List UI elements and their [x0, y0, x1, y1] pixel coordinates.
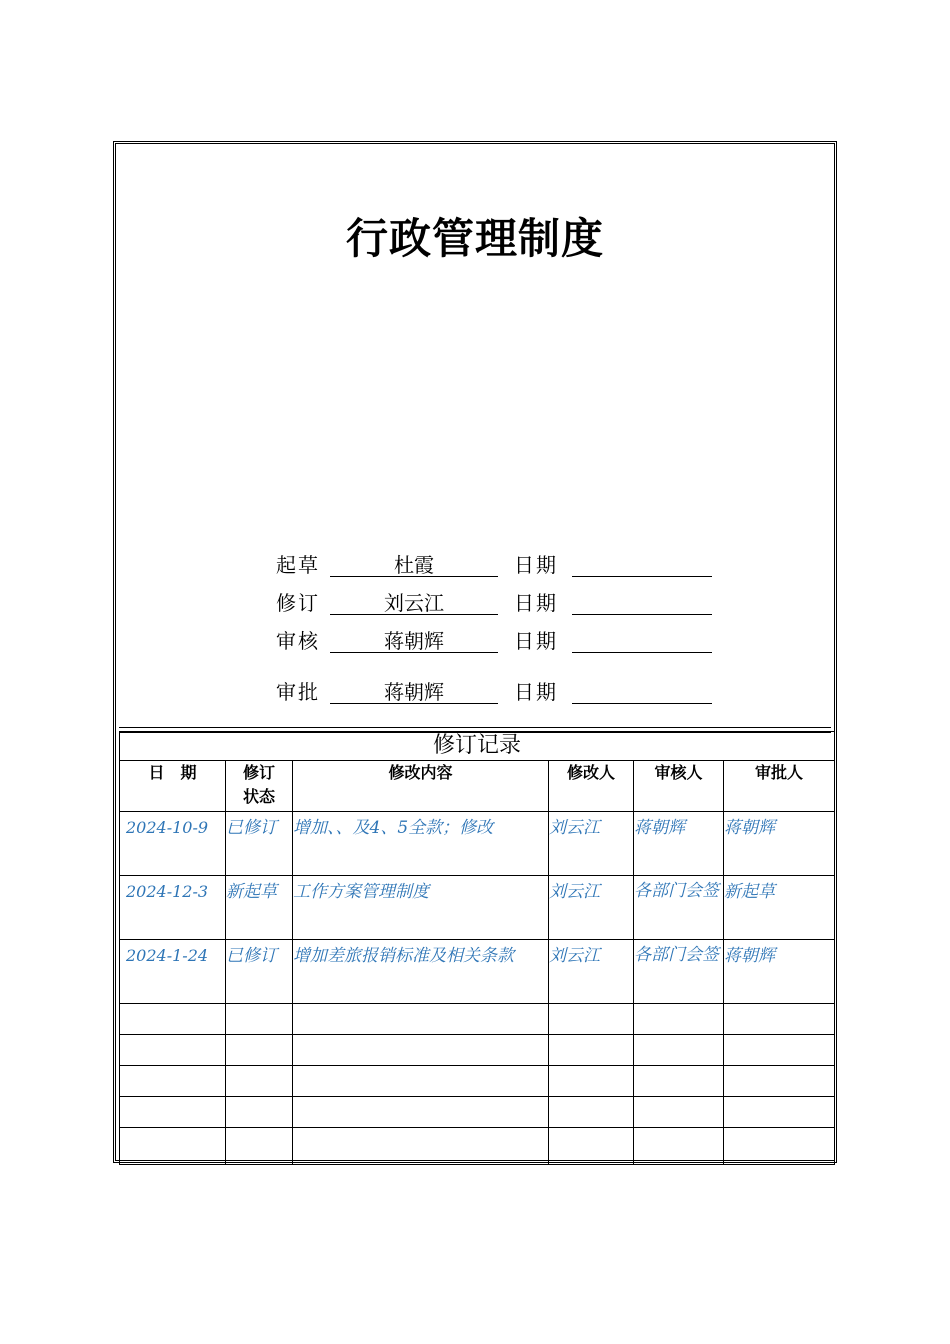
- header-status-line2: 状态: [242, 787, 275, 806]
- cell-status: 已修订: [226, 940, 293, 1004]
- header-reviewer: 审核人: [634, 761, 724, 812]
- signature-name: 刘云江: [330, 587, 498, 615]
- cell-reviewer: 各部门会签: [634, 876, 724, 940]
- table-row: [120, 940, 835, 1004]
- signature-label: 起草: [276, 553, 320, 577]
- cell-content: 增加、、及4、5全款；修改: [293, 812, 549, 876]
- header-modifier: 修改人: [549, 761, 634, 812]
- table-row: [120, 812, 835, 876]
- revision-table-title: 修订记录: [120, 732, 835, 761]
- signature-name: 蒋朝辉: [330, 625, 498, 653]
- header-status: [226, 761, 293, 812]
- table-row: [120, 1097, 835, 1128]
- cell-status: 新起草: [226, 876, 293, 940]
- table-row: [120, 1066, 835, 1097]
- cell-approver: 蒋朝辉: [724, 812, 835, 876]
- table-row: [120, 1035, 835, 1066]
- signature-name: 杜霞: [330, 549, 498, 577]
- signature-date: [572, 676, 712, 704]
- document-title: 行政管理制度: [345, 214, 604, 263]
- document-frame: [113, 141, 837, 1163]
- signature-label: 审核: [276, 629, 320, 653]
- signature-date: [572, 549, 712, 577]
- cell-content: 工作方案管理制度: [293, 876, 549, 940]
- cell-modifier: 刘云江: [549, 940, 634, 1004]
- signature-date: [572, 625, 712, 653]
- table-row: [120, 1004, 835, 1035]
- cell-status: 已修订: [226, 812, 293, 876]
- table-row: [120, 1128, 835, 1165]
- cell-modifier: 刘云江: [549, 812, 634, 876]
- cell-date: 2024-10-9: [120, 812, 226, 876]
- signature-date-label: 日期: [514, 629, 558, 653]
- signature-date: [572, 587, 712, 615]
- signature-date-label: 日期: [514, 680, 558, 704]
- signature-date-label: 日期: [514, 591, 558, 615]
- header-status-line1: 修订: [242, 763, 275, 782]
- cell-approver: 新起草: [724, 876, 835, 940]
- cell-approver: 蒋朝辉: [724, 940, 835, 1004]
- revision-table: [119, 731, 835, 1165]
- signature-name: 蒋朝辉: [330, 676, 498, 704]
- table-row: [120, 876, 835, 940]
- cell-content: 增加差旅报销标准及相关条款: [293, 940, 549, 1004]
- header-approver: 审批人: [724, 761, 835, 812]
- signature-label: 修订: [276, 591, 320, 615]
- cell-reviewer: 各部门会签: [634, 940, 724, 1004]
- signature-date-label: 日期: [514, 553, 558, 577]
- cell-modifier: 刘云江: [549, 876, 634, 940]
- cell-date: 2024-12-3: [120, 876, 226, 940]
- cell-date: 2024-1-24: [120, 940, 226, 1004]
- header-date: 日 期: [120, 761, 226, 812]
- header-content: 修改内容: [293, 761, 549, 812]
- revision-header-row: [120, 761, 835, 812]
- cell-reviewer: 蒋朝辉: [634, 812, 724, 876]
- signature-label: 审批: [276, 680, 320, 704]
